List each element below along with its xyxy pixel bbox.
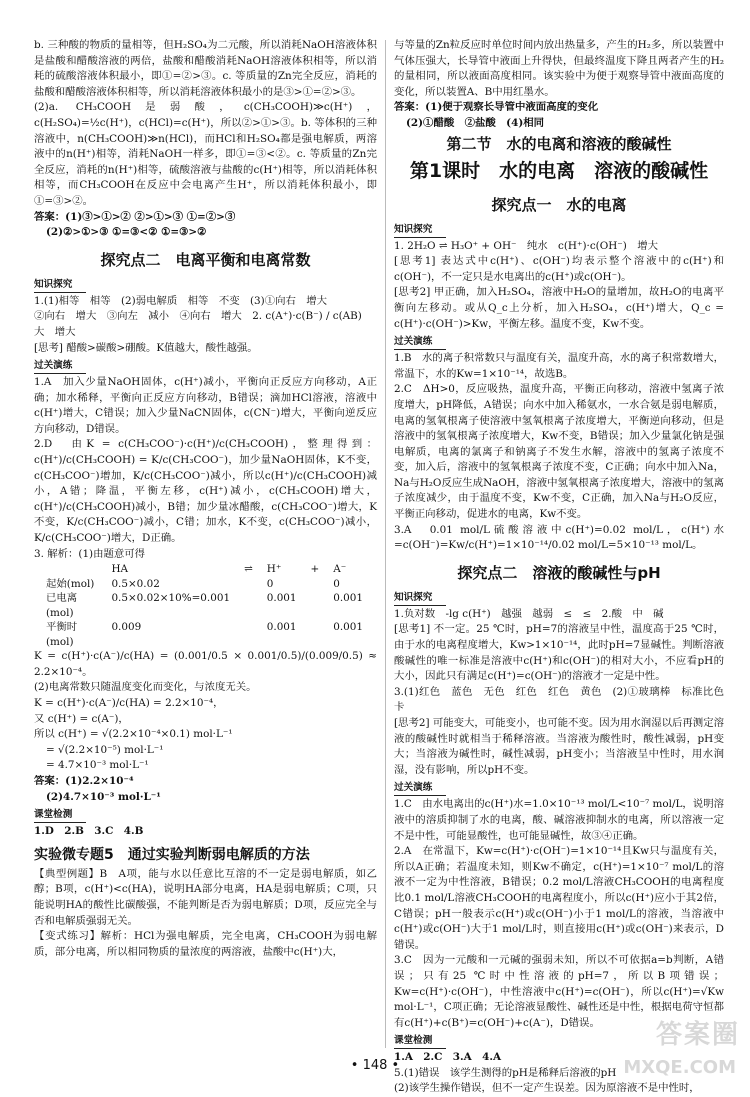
page-number: • 148 • xyxy=(350,1058,400,1073)
paragraph: K = c(H⁺)·c(A⁻)/c(HA) = 2.2×10⁻⁴， xyxy=(34,697,224,709)
table-cell: 起始(mol) xyxy=(46,577,95,590)
tag-knowledge-explore: 知识探究 xyxy=(394,223,446,238)
tag-class-test: 课堂检测 xyxy=(394,1034,446,1049)
paragraph: 2.D 由K = c(CH₃COO⁻)·c(H⁺)/c(CH₃COOH)，整理得到：c(H⁺)/c(CH₃COOH) = K/c(CH₃COO⁻)，加少量NaOH固体，K不变，c(CH₃COO⁻)增加，K/c(CH₃COO⁻)减小，所以c(H⁺)/c(CH₃COOH)减小，A错；降温，平衡左移，c(H⁺)减小，c(CH₃COOH)增大，c(H⁺)/c(CH₃COOH)减小，B错；加少量冰醋酸，c(CH₃COO⁻)增大，K不变，K/c(CH₃COO⁻)减小，C错；加水，K不变，c(CH₃COO⁻)减小，K/c(CH₃COO⁻)增大，D正确。 xyxy=(34,438,377,545)
table-cell: 已电离(mol) xyxy=(46,592,78,619)
paragraph: 3. 解析：(1)由题意可得 xyxy=(34,547,146,560)
section-heading: 探究点一 水的电离 xyxy=(491,195,627,214)
paragraph: 3.A 0.01 mol/L硫酸溶液中c(H⁺)=0.02 mol/L，c(H⁺)水=c(OH⁻)=Kw/c(H⁺)=1×10⁻¹⁴/0.02 mol/L=5×10⁻¹³ mol/L。 xyxy=(394,523,724,552)
paragraph: 1.负对数 -lg c(H⁺) 越强 越弱 ≤ ≤ 2.酸 中 碱 xyxy=(394,607,664,620)
equilibrium-table xyxy=(46,562,377,649)
table-row xyxy=(46,562,377,577)
tag-class-test: 课堂检测 xyxy=(34,808,86,823)
table-cell xyxy=(311,591,334,620)
answer: 答案：(1)便于观察长导管中液面高度的变化 xyxy=(394,101,599,114)
paragraph: b. 三种酸的物质的量相等，但H₂SO₄为二元酸，所以消耗NaOH溶液体积是盐酸和醋酸溶液的两倍，盐酸和醋酸消耗NaOH溶液体积相等，所以消耗的硫酸溶液体积最小，即①=②>③。c. 等质量的Zn完全反应，消耗的盐酸和醋酸溶液体积相等，所以消耗溶液体积最小的是③>①=②>③。 xyxy=(34,39,377,98)
paragraph: 5.(1)错误 该学生测得的pH是稀释后溶液的pH xyxy=(394,1066,617,1079)
table-cell xyxy=(244,591,267,620)
paragraph: 1.B 水的离子积常数只与温度有关，温度升高，水的离子积常数增大，常温下，水的Kw=1×10⁻¹⁴，故选B。 xyxy=(394,352,724,380)
answer: (2)②>①>③ ①=③<② ①=③>② xyxy=(46,226,207,239)
paragraph: 3.(1)红色 蓝色 无色 红色 红色 黄色 (2)①玻璃棒 标准比色卡 xyxy=(394,685,724,714)
section-heading: 探究点二 溶液的酸碱性与pH xyxy=(457,563,661,582)
table-row xyxy=(46,591,377,620)
table-cell: 平衡时(mol) xyxy=(46,621,78,648)
table-cell xyxy=(244,577,267,592)
table-row xyxy=(46,620,377,649)
watermark-logo: 答案圈 xyxy=(655,1020,740,1050)
paragraph: 又 c(H⁺) = c(A⁻)， xyxy=(34,712,129,725)
section-heading: 探究点二 电离平衡和电离常数 xyxy=(100,250,311,269)
tag-knowledge-explore: 知识探究 xyxy=(394,591,446,606)
paragraph: 1.(1)相等 相等 (2)弱电解质 相等 不变 (3)①向右 增大 xyxy=(34,294,328,307)
paragraph: 1. 2H₂O ⇌ H₃O⁺ + OH⁻ 纯水 c(H⁺)·c(OH⁻) 增大 xyxy=(394,239,658,252)
table-cell: ⇌ xyxy=(244,563,253,576)
table-cell xyxy=(311,577,334,592)
table-cell: 0.001 xyxy=(266,592,297,605)
tag-knowledge-explore: 知识探究 xyxy=(34,278,86,293)
paragraph: 2.A 在常温下，Kw=c(H⁺)·c(OH⁻)=1×10⁻¹⁴且Kw只与温度有关，所以A正确；若温度未知，则Kw不确定，c(H⁺)=1×10⁻⁷ mol/L的溶液不一定为中性溶液，B错误；0.2 mol/L溶液CH₃COOH的电离程度比0.1 mol/L溶液CH₃COOH的电离程度小，所以c(H⁺)应小于其2倍，C错误；pH一般表示c(H⁺)或c(OH⁻)小于1 mol/L的溶液，当溶液中c(H⁺)或c(OH⁻)大于1 mol/L时，则直接用c(H⁺)或c(OH⁻)来表示，D错误。 xyxy=(394,845,724,951)
paragraph: 大 增大 xyxy=(34,325,76,338)
table-cell: + xyxy=(310,563,320,576)
table-cell: 0.5×0.02 xyxy=(111,577,160,590)
paragraph: 3.C 因为一元酸和一元碱的强弱未知，所以不可依据a=b判断，A错误；只有25 ℃时中性溶液的pH=7，所以B项错误；Kw=c(H⁺)·c(OH⁻)，中性溶液中c(H⁺)=c(OH⁻)，所以c(H⁺)=√Kw mol·L⁻¹，C项正确；无论溶液显酸性、碱性还是中性，根据电荷守恒都有c(H⁺)+c(B⁺)=c(OH⁻)+c(A⁻)，D错误。 xyxy=(394,954,724,1029)
paragraph: K = c(H⁺)·c(A⁻)/c(HA) = (0.001/0.5 × 0.001/0.5)/(0.009/0.5) ≈ 2.2×10⁻⁴。 xyxy=(34,650,377,678)
lesson-title: 第1课时 水的电离 溶液的酸碱性 xyxy=(409,159,709,182)
paragraph: (2)电离常数只随温度变化而变化，与浓度无关。 xyxy=(34,681,257,694)
paragraph: 1.A 加入少量NaOH固体，c(H⁺)减小，平衡向正反应方向移动，A正确；加水稀释，平衡向正反应方向移动，B错误；滴加HCl溶液，溶液中c(H⁺)增大，C错误；加入少量NaCN固体，c(CN⁻)增大，平衡向逆反应方向移动，D错误。 xyxy=(34,376,377,435)
paragraph: [思考2] 可能变大，可能变小，也可能不变。因为用水润湿以后再测定溶液的酸碱性时就相当于稀释溶液。当溶液为酸性时，酸性减弱，pH变大；当溶液为碱性时，碱性减弱，pH变小；当溶液呈中性时，用水润湿，没有影响，所以pH不变。 xyxy=(394,717,724,776)
paragraph: 与等量的Zn粒反应时单位时间内放出热量多，产生的H₂多，所以装置中气体压强大，长导管中液面上升得快，但最终温度下降且两者产生的H₂的量相同，所以液面高度相同。该实验中为便于观察导管中液面高度的变化，所以装置A、B中用红墨水。 xyxy=(394,39,724,98)
table-cell: 0.001 xyxy=(333,621,363,634)
answer: 答案：(1)2.2×10⁻⁴ xyxy=(34,774,134,787)
tag-practice: 过关演练 xyxy=(394,335,446,350)
paragraph: 【变式练习】解析：HCl为强电解质，完全电离，CH₃COOH为弱电解质，部分电离，所以相同物质的量浓度的两溶液，盐酸中c(H⁺)大， xyxy=(34,930,377,958)
column-divider xyxy=(385,40,386,1048)
answer: (2)①醋酸 ②盐酸 (4)相同 xyxy=(406,116,545,129)
paragraph: (2)a. CH₃COOH是弱酸，c(CH₃COOH)≫c(H⁺)，c(H₂SO₄)=½c(H⁺)，c(HCl)=c(H⁺)，所以②>①>③。b. 等体积的三种溶液中，n(CH₃COOH)≫n(HCl)，而HCl和H₂SO₄都是强电解质，两溶液中的n(H⁺)相等，消耗NaOH一样多，即①=③<②。c. 等质量的Zn完全反应，消耗的n(H⁺)相等，硫酸溶液与盐酸的c(H⁺)相等，所以消耗体积相等，而CH₃COOH在反应中会电离产生H⁺，所以消耗体积最小，即①=③>②。 xyxy=(34,101,377,207)
left-column xyxy=(34,38,377,1053)
table-cell xyxy=(311,620,334,649)
table-cell: HA xyxy=(111,563,129,576)
paragraph: [思考1] 表达式中c(H⁺)、c(OH⁻)均表示整个溶液中的c(H⁺)和c(OH⁻)，不一定只是水电离出的c(H⁺)或c(OH⁻)。 xyxy=(394,255,724,283)
table-cell: A⁻ xyxy=(333,563,347,576)
paragraph: ②向右 增大 ③向左 减小 ④向右 增大 2. c(A⁺)·c(B⁻) / c(AB) xyxy=(34,310,362,323)
paragraph: 2.C ΔH>0，反应吸热，温度升高，平衡正向移动，溶液中氢离子浓度增大，pH降低，A错误；向水中加入稀氨水，一水合氨是弱电解质，电离的氢氧根离子使溶液中氢氧根离子浓度增大，平衡逆向移动，但是溶液中的氢氧根离子浓度增大，Kw不变，B错误；加入少量氯化钠是强电解质，电离的氯离子和钠离子不发生水解，溶液中的氢离子浓度不变，加入后，溶液中的氢氧根离子浓度不变，C正确；向水中加入Na，Na与H₂O反应生成NaOH，溶液中氢氧根离子浓度增大，溶液中的氢离子浓度减少，由于温度不变，Kw不变，C正确，加入Na与H₂O反应，平衡正向移动，促进水的电离，Kw不变。 xyxy=(394,383,724,521)
paragraph: = √(2.2×10⁻⁵) mol·L⁻¹ xyxy=(46,743,164,756)
table-cell: 0.5×0.02×10%=0.001 xyxy=(111,592,231,605)
answer: 1.D 2.B 3.C 4.B xyxy=(34,825,144,838)
watermark-url: MXQE.COM xyxy=(623,1057,736,1078)
paragraph: [思考] 醋酸>碳酸>硼酸。K值越大，酸性越强。 xyxy=(34,341,258,354)
table-cell: 0 xyxy=(333,577,340,590)
answer: 答案：(1)③>①>② ②>①>③ ①=②>③ xyxy=(34,210,236,223)
table-cell: 0 xyxy=(266,577,274,590)
table-cell: 0.001 xyxy=(266,621,297,634)
paragraph: 【典型例题】B A项，能与水以任意比互溶的不一定是弱电解质，如乙醇；B项，c(H⁺)<c(HA)，说明HA部分电离，HA是弱电解质；C项，只能说明HA的酸性比碳酸强，不能判断是否为弱电解质；D项，反应完全与否和电解质强弱无关。 xyxy=(34,867,377,927)
table-cell: H⁺ xyxy=(266,563,282,576)
tag-practice: 过关演练 xyxy=(394,781,446,796)
paragraph: [思考1] 不一定。25 ℃时，pH=7的溶液呈中性，温度高于25 ℃时，由于水的电离程度增大，Kw>1×10⁻¹⁴，此时pH=7显碱性。判断溶液酸碱性的唯一标准是溶液中c(H⁺)和c(OH⁻)的相对大小，不应看pH的大小，因此只有满足c(H⁺)=c(OH⁻)的溶液才一定是中性。 xyxy=(394,623,724,683)
paragraph: [思考2] 甲正确，加入H₂SO₄，溶液中H₂O的量增加，故H₂O的电离平衡向左移动。或从Q_c上分析，加入H₂SO₄，c(H⁺)增大，Q_c = c(H⁺)·c(OH⁻)>Kw，平衡左移。温度不变，Kw不变。 xyxy=(394,286,724,330)
table-cell: 0.009 xyxy=(111,621,142,634)
table-cell xyxy=(244,620,267,649)
experiment-topic-heading: 实验微专题5 通过实验判断弱电解质的方法 xyxy=(34,846,310,863)
paragraph: 1.C 由水电离出的c(H⁺)水=1.0×10⁻¹³ mol/L<10⁻⁷ mol/L，说明溶液中的溶质抑制了水的电离，酸、碱溶液抑制水的电离，所以溶液一定不是中性，可能显酸性，也可能显碱性，故③④正确。 xyxy=(394,798,724,842)
tag-practice: 过关演练 xyxy=(34,359,86,374)
answer: (2)4.7×10⁻³ mol·L⁻¹ xyxy=(46,790,161,803)
paragraph: = 4.7×10⁻³ mol·L⁻¹ xyxy=(46,759,149,772)
table-row xyxy=(46,577,377,592)
table-cell xyxy=(46,562,111,577)
table-cell: 0.001 xyxy=(333,592,363,605)
answer: 1.A 2.C 3.A 4.A xyxy=(394,1051,502,1064)
paragraph: (2)该学生操作错误，但不一定产生误差。因为原溶液不是中性时， xyxy=(394,1082,700,1095)
section-title: 第二节 水的电离和溶液的酸碱性 xyxy=(446,134,672,153)
paragraph: 所以 c(H⁺) = √(2.2×10⁻⁴×0.1) mol·L⁻¹ xyxy=(34,728,233,741)
